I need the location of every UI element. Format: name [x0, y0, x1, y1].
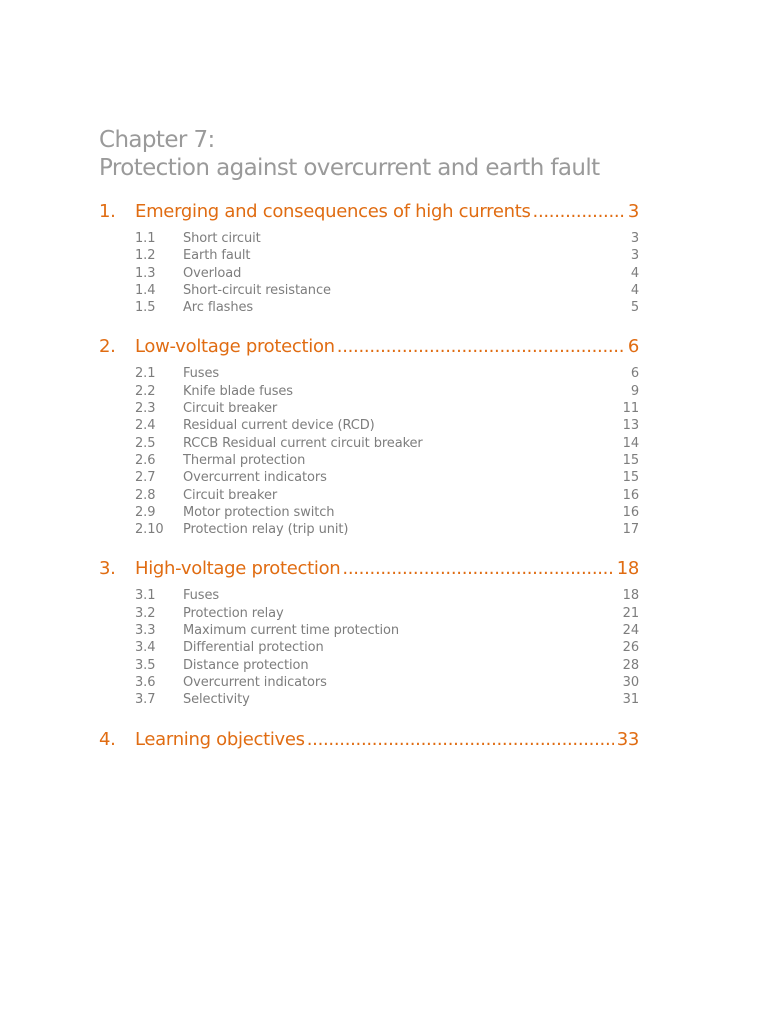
toc-subsection-entry[interactable]: [99, 622, 639, 639]
toc-subsection-entry[interactable]: [99, 400, 639, 417]
toc-section: [99, 201, 639, 316]
toc-subsection-entry[interactable]: [99, 365, 639, 382]
subsection-number: 1.2: [135, 248, 156, 264]
subsection-title: Short-circuit resistance: [183, 282, 331, 298]
toc-subsection-entry[interactable]: [99, 230, 639, 247]
toc-section: [99, 729, 639, 751]
toc-subsection-entry[interactable]: [99, 521, 639, 538]
subsection-number: 2.8: [135, 487, 156, 503]
toc-subsection-entry[interactable]: [99, 417, 639, 434]
subsection-page-number: 6: [630, 366, 639, 382]
section-page-number: 6: [627, 336, 639, 358]
subsection-number: 2.2: [135, 383, 156, 399]
subsection-page-number: 16: [622, 487, 639, 503]
subsection-title: Thermal protection: [183, 452, 306, 468]
dot-leader: [342, 558, 613, 580]
subsection-page-number: 31: [622, 692, 639, 708]
subsection-number: 1.5: [135, 300, 156, 316]
toc-subsection-entry[interactable]: [99, 282, 639, 299]
subsection-title: Fuses: [183, 366, 220, 382]
table-of-contents: [99, 126, 639, 751]
subsection-title: Maximum current time protection: [183, 623, 400, 639]
subsection-number: 2.5: [135, 435, 156, 451]
subsection-page-number: 16: [622, 504, 639, 520]
toc-subsection-entry[interactable]: [99, 691, 639, 708]
subsection-page-number: 11: [622, 401, 639, 417]
dot-leader: [307, 729, 614, 751]
subsection-page-number: 18: [622, 588, 639, 604]
subsection-title: Knife blade fuses: [183, 383, 293, 399]
subsection-number: 2.9: [135, 504, 156, 520]
toc-section-entry[interactable]: [99, 729, 639, 751]
subsection-number: 3.6: [135, 674, 156, 690]
subsection-number: 3.4: [135, 640, 156, 656]
dot-leader: [337, 336, 625, 358]
subsection-list: [99, 365, 639, 538]
subsection-list: [99, 230, 639, 316]
section-number: 2.: [99, 336, 116, 358]
subsection-title: Differential protection: [183, 640, 324, 656]
section-number: 4.: [99, 728, 116, 750]
toc-subsection-entry[interactable]: [99, 383, 639, 400]
subsection-title: Residual current device (RCD): [183, 418, 375, 434]
section-page-number: 18: [616, 558, 639, 580]
subsection-number: 2.4: [135, 418, 156, 434]
toc-subsection-entry[interactable]: [99, 657, 639, 674]
subsection-page-number: 9: [630, 383, 639, 399]
toc-subsection-entry[interactable]: [99, 435, 639, 452]
toc-section: [99, 336, 639, 538]
subsection-title: Circuit breaker: [183, 487, 278, 503]
toc-subsection-entry[interactable]: [99, 247, 639, 264]
subsection-title: Distance protection: [183, 657, 309, 673]
subsection-number: 2.7: [135, 470, 156, 486]
subsection-number: 3.5: [135, 657, 156, 673]
chapter-number: Chapter 7:: [99, 127, 215, 153]
subsection-list: [99, 587, 639, 708]
toc-section-entry[interactable]: [99, 558, 639, 580]
subsection-title: Overcurrent indicators: [183, 674, 327, 690]
subsection-title: Arc flashes: [183, 300, 254, 316]
toc-section-entry[interactable]: [99, 201, 639, 223]
toc-subsection-entry[interactable]: [99, 504, 639, 521]
section-title: Learning objectives: [135, 728, 305, 750]
toc-subsection-entry[interactable]: [99, 487, 639, 504]
subsection-number: 1.1: [135, 231, 156, 246]
subsection-number: 2.1: [135, 366, 156, 382]
subsection-page-number: 21: [622, 605, 639, 621]
subsection-page-number: 24: [622, 623, 639, 639]
toc-subsection-entry[interactable]: [99, 605, 639, 622]
section-title: Low-voltage protection: [135, 336, 335, 358]
toc-subsection-entry[interactable]: [99, 587, 639, 604]
subsection-page-number: 13: [622, 418, 639, 434]
toc-subsection-entry[interactable]: [99, 639, 639, 656]
subsection-page-number: 3: [630, 248, 639, 264]
subsection-title: Selectivity: [183, 692, 250, 708]
subsection-title: Fuses: [183, 588, 220, 604]
subsection-title: RCCB Residual current circuit breaker: [183, 435, 423, 451]
subsection-number: 3.7: [135, 692, 156, 708]
subsection-title: Motor protection switch: [183, 504, 335, 520]
subsection-number: 1.4: [135, 282, 156, 298]
toc-sections: [99, 201, 639, 751]
toc-section-entry[interactable]: [99, 336, 639, 358]
chapter-heading: Protection against overcurrent and earth fault: [99, 155, 600, 181]
subsection-page-number: 17: [622, 522, 639, 538]
toc-subsection-entry[interactable]: [99, 265, 639, 282]
section-title: High-voltage protection: [135, 558, 341, 580]
subsection-number: 2.10: [135, 522, 164, 538]
subsection-number: 3.2: [135, 605, 156, 621]
subsection-title: Short circuit: [183, 231, 261, 246]
subsection-title: Overcurrent indicators: [183, 470, 327, 486]
dot-leader: [533, 201, 625, 223]
section-number: 3.: [99, 558, 116, 580]
subsection-title: Earth fault: [183, 248, 251, 264]
toc-subsection-entry[interactable]: [99, 452, 639, 469]
subsection-page-number: 15: [622, 452, 639, 468]
chapter-title: [99, 126, 639, 182]
subsection-page-number: 26: [622, 640, 639, 656]
subsection-title: Protection relay (trip unit): [183, 522, 349, 538]
toc-subsection-entry[interactable]: [99, 299, 639, 316]
section-page-number: 3: [627, 201, 639, 222]
section-title: Emerging and consequences of high currents: [135, 201, 531, 222]
subsection-title: Protection relay: [183, 605, 284, 621]
subsection-page-number: 3: [630, 231, 639, 246]
subsection-page-number: 28: [622, 657, 639, 673]
subsection-title: Circuit breaker: [183, 401, 278, 417]
toc-subsection-entry[interactable]: [99, 674, 639, 691]
toc-subsection-entry[interactable]: [99, 469, 639, 486]
section-number: 1.: [99, 201, 116, 222]
subsection-number: 3.1: [135, 588, 156, 604]
subsection-page-number: 4: [630, 282, 639, 298]
subsection-page-number: 4: [630, 265, 639, 281]
subsection-number: 1.3: [135, 265, 156, 281]
subsection-title: Overload: [183, 265, 242, 281]
subsection-page-number: 5: [630, 300, 639, 316]
toc-section: [99, 558, 639, 708]
subsection-number: 2.3: [135, 401, 156, 417]
subsection-page-number: 14: [622, 435, 639, 451]
subsection-number: 2.6: [135, 452, 156, 468]
subsection-number: 3.3: [135, 623, 156, 639]
section-page-number: 33: [616, 728, 639, 750]
subsection-page-number: 30: [622, 674, 639, 690]
subsection-page-number: 15: [622, 470, 639, 486]
